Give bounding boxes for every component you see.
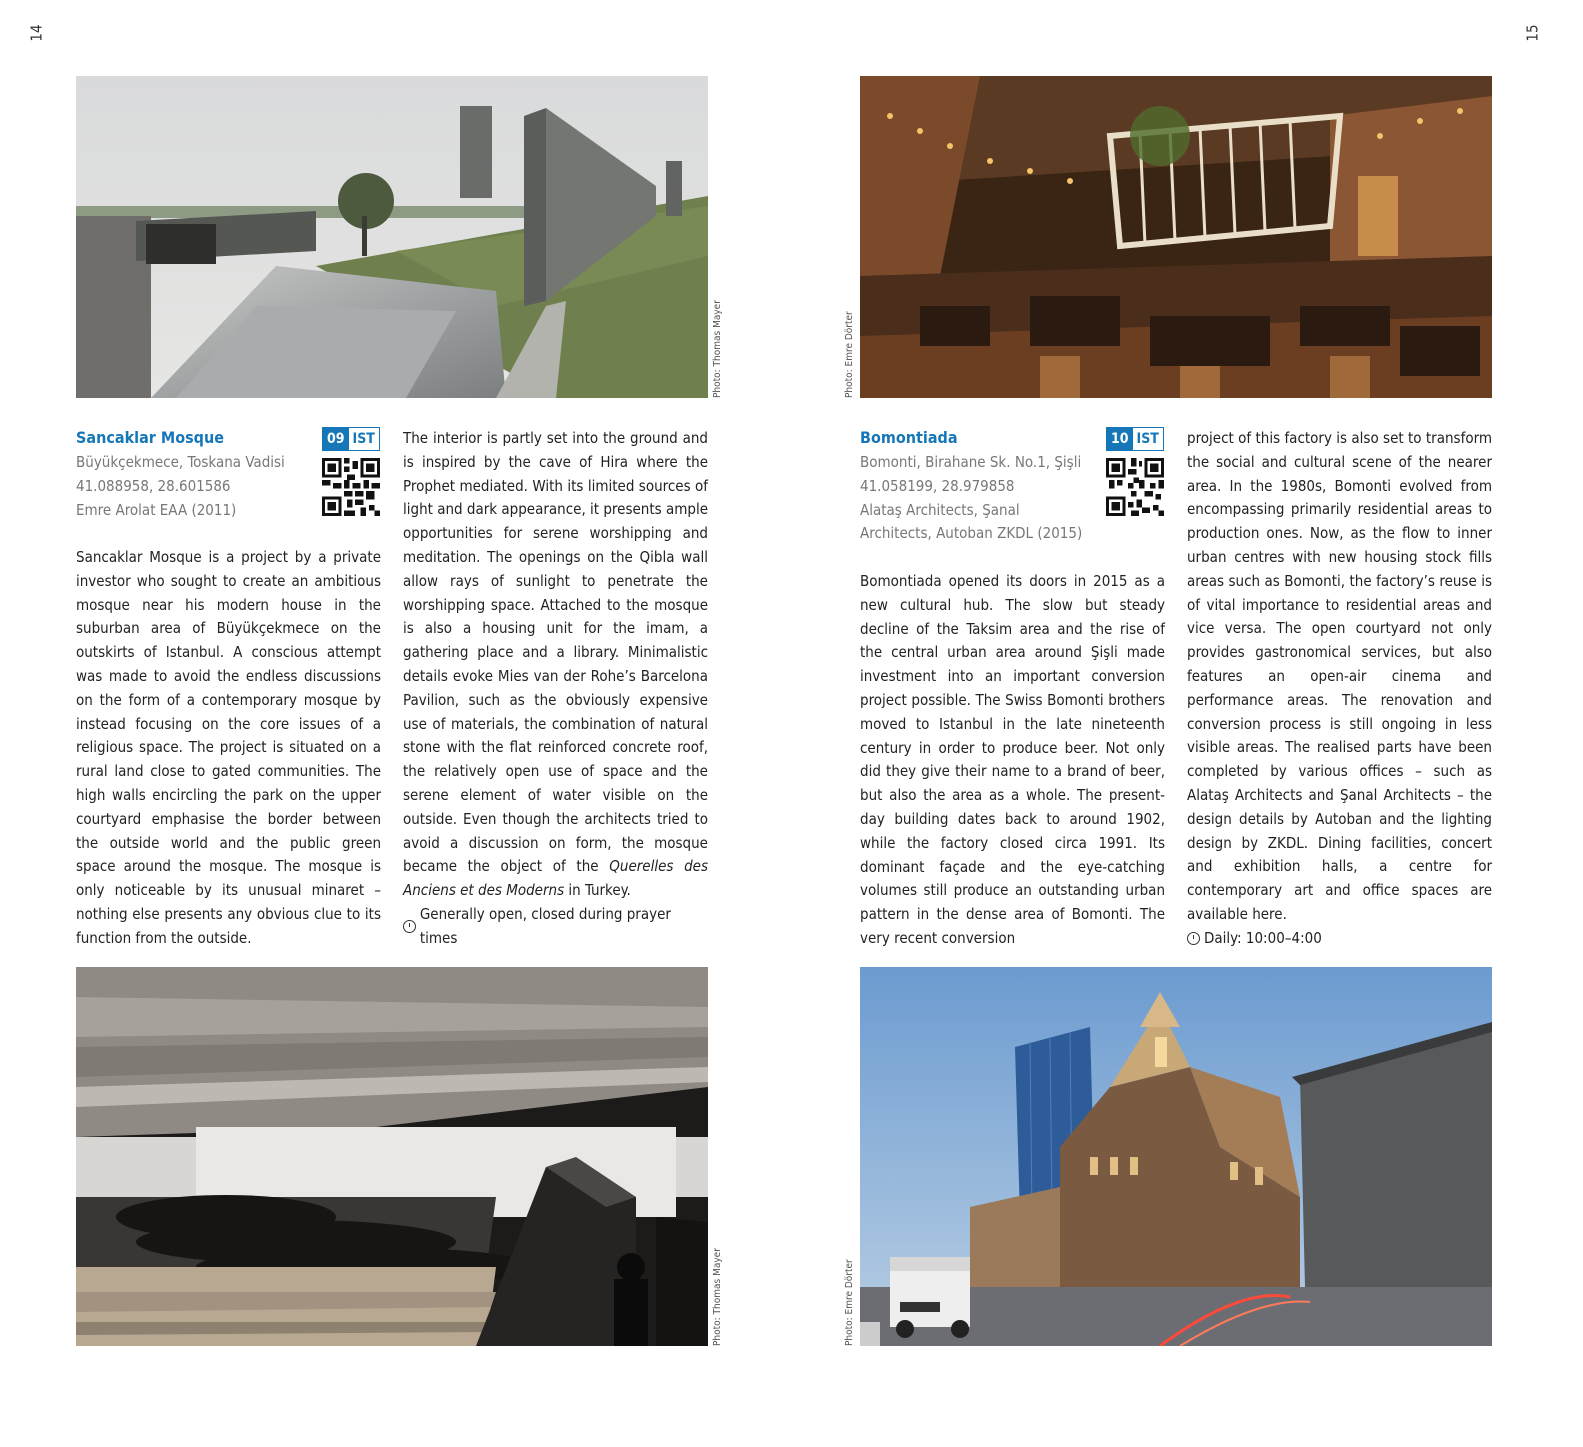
photo-credit-sancaklar-top: Photo: Thomas Mayer xyxy=(712,300,723,398)
body-text xyxy=(403,427,708,903)
body-text: Bomontiada opened its doors in 2015 as a new cultural hub. The slow but steady decline of the Taksim area and the rise of the central urban area around Şişli made investment into an important conversion project possible. The Swiss Bomonti brothers moved to Istanbul in the late nineteenth century in order to produce beer. Not only did they give their name to a brand of beer, but also the area as a whole. The present-day building dates back to around 1902, while the factory closed circa 1991. Its dominant façade and the eye-catching volumes still produce an outstanding urban pattern in the dense area of Bomonti. The very recent conversion xyxy=(860,572,1165,947)
opening-hours xyxy=(403,903,708,951)
photo-credit-sancaklar-bottom: Photo: Thomas Mayer xyxy=(712,1248,723,1346)
photo-sancaklar-exterior xyxy=(76,76,708,398)
entry-body-sancaklar-col1 xyxy=(76,546,381,951)
photo-credit-bomontiada-bottom: Photo: Emre Dörter xyxy=(844,1259,855,1346)
meta-architect: Alataş Architects, Şanal xyxy=(860,500,1020,519)
opening-hours xyxy=(1187,927,1492,951)
entry-badge-sancaklar xyxy=(322,427,380,451)
clock-icon xyxy=(1187,932,1200,945)
badge-code: IST xyxy=(1133,428,1163,450)
meta-coordinates: 41.058199, 28.979858 xyxy=(860,476,1015,495)
entry-body-bomontiada-col1 xyxy=(860,570,1165,951)
meta-coordinates: 41.088958, 28.601586 xyxy=(76,476,231,495)
meta-address: Bomonti, Birahane Sk. No.1, Şişli xyxy=(860,453,1082,471)
opening-hours-text: Generally open, closed during prayer times xyxy=(419,904,671,947)
badge-number: 10 xyxy=(1107,428,1133,450)
page-number-right: 15 xyxy=(1523,24,1542,42)
entry-meta-sancaklar xyxy=(76,451,285,522)
entry-badge-bomontiada xyxy=(1106,427,1164,451)
entry-body-bomontiada-col2 xyxy=(1187,427,1492,951)
meta-architect: Emre Arolat EAA (2011) xyxy=(76,500,237,519)
body-text-part: in Turkey. xyxy=(564,881,631,900)
body-text: Sancaklar Mosque is a project by a private investor who sought to create an ambitious mosque near his modern house in the suburban area of Büyükçekmece on the outskirts of Istanbul. A conscious attempt was made to avoid the endless discussions on the form of a contemporary mosque by instead focusing on the core issues of a religious space. The project is situated on a rural land close to gated communities. The high walls encircling the park on the upper courtyard emphasise the border between the outside world and the public green space around the mosque. The mosque is only noticeable by its unusual minaret – nothing else presents any obvious clue to its function from the outside. xyxy=(76,548,381,947)
body-text: project of this factory is also set to transform the social and cultural scene of the nearer area. In the 1980s, Bomonti evolved from encompassing primarily residential areas to production ones. Now, as the flow to inner urban centres with new housing stock fills areas such as Bomonti, the factory’s reuse is of vital importance to residential areas and vice versa. The open courtyard not only provides gastronomical services, but also features an open-air cinema and performance areas. The renovation and conversion process is still ongoing in less visible areas. The realised parts have been completed by various offices – such as Alataş Architects and Şanal Architects – the design details by Autoban and the lighting design by ZKDL. Dining facilities, concert and exhibition halls, a centre for contemporary art and office spaces are available here. xyxy=(1187,429,1492,923)
badge-number: 09 xyxy=(323,428,349,450)
body-text-italic: Querelles des Anciens et des Moderns xyxy=(403,857,709,900)
qr-code-icon[interactable] xyxy=(1106,458,1164,516)
page-number-left: 14 xyxy=(27,24,46,42)
entry-meta-bomontiada xyxy=(860,451,1082,546)
opening-hours-text: Daily: 10:00–4:00 xyxy=(1204,928,1322,947)
photo-sancaklar-interior xyxy=(76,967,708,1346)
badge-code: IST xyxy=(349,428,379,450)
photo-bomontiada-exterior xyxy=(860,967,1492,1346)
meta-architect-cont: Architects, Autoban ZKDL (2015) xyxy=(860,524,1083,543)
body-text-part: The interior is partly set into the ground and is inspired by the cave of Hira where the Prophet mediated. With its limited sources of light and dark appearance, it presents ample opportunities for serene worshipping and meditation. The openings on the Qibla wall allow rays of sunlight to penetrate the worshipping space. Attached to the mosque is also a housing unit for the imam, a gathering place and a library. Minimalistic details evoke Mies van der Rohe’s Barcelona Pavilion, such as the obviously expensive use of materials, the combination of natural stone with the flat reinforced concrete roof, the relatively open use of space and the serene element of water visible on the outside. Even though the architects tried to avoid a discussion on form, the mosque became the object of the xyxy=(403,429,708,876)
photo-credit-bomontiada-top: Photo: Emre Dörter xyxy=(844,311,855,398)
entry-title-sancaklar: Sancaklar Mosque xyxy=(76,428,224,447)
entry-title-bomontiada: Bomontiada xyxy=(860,428,958,447)
meta-address: Büyükçekmece, Toskana Vadisi xyxy=(76,453,285,471)
qr-code-icon[interactable] xyxy=(322,458,380,516)
photo-bomontiada-interior xyxy=(860,76,1492,398)
clock-icon xyxy=(403,920,416,933)
entry-body-sancaklar-col2 xyxy=(403,427,708,951)
